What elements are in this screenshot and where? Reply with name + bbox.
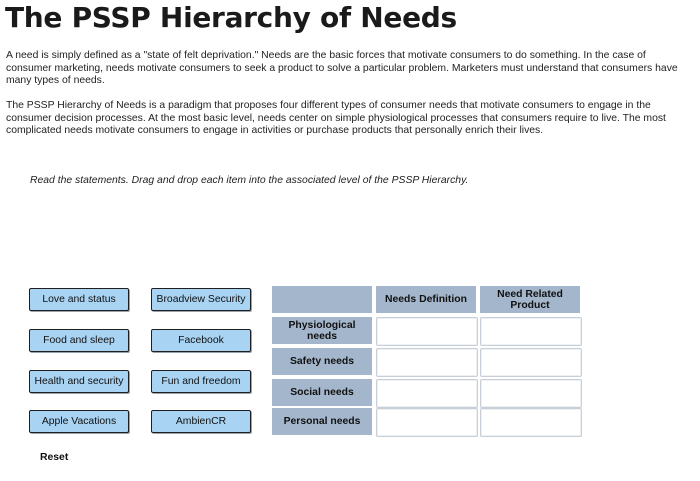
row-label-personal-needs: Personal needs [272,408,372,435]
drop-slot-physiological-definition[interactable] [376,317,478,346]
need-related-product-header: Need Related Product [480,286,580,313]
drop-slot-personal-product[interactable] [480,408,582,437]
row-label-physiological-needs: Physiological needs [272,317,372,344]
drag-item-fun-and-freedom[interactable]: Fun and freedom [151,370,251,393]
intro-paragraph: A need is simply defined as a "state of felt deprivation." Needs are the basic forces that motivate consumers to do something. In the case of consumer marketing, needs motivate consumers to seek a product to solve a particular problem. Marketers must understand that consumers have many types of needs. [6,50,678,86]
hierarchy-paragraph: The PSSP Hierarchy of Needs is a paradigm that proposes four different types of consumer needs that motivate consumers to engage in the consumer decision processes. At the most basic level, needs center on simple physiological processes that consumers require to live. The most complicated needs motivate consumers to engage in activities or purchase products that personally enrich their lives. [6,100,666,136]
drag-item-facebook[interactable]: Facebook [151,329,251,352]
drop-slot-social-definition[interactable] [376,379,478,408]
row-label-social-needs: Social needs [272,379,372,406]
reset-button[interactable]: Reset [40,452,69,463]
drag-item-love-and-status[interactable]: Love and status [29,288,129,311]
drag-item-food-and-sleep[interactable]: Food and sleep [29,329,129,352]
drop-slot-personal-definition[interactable] [376,408,478,437]
drag-item-broadview-security[interactable]: Broadview Security [151,288,251,311]
drag-item-apple-vacations[interactable]: Apple Vacations [29,410,129,433]
drag-item-ambiencr[interactable]: AmbienCR [151,410,251,433]
instruction-text: Read the statements. Drag and drop each item into the associated level of the PSSP Hierarchy. [30,175,469,186]
needs-definition-header: Needs Definition [376,286,476,313]
page-title: The PSSP Hierarchy of Needs [5,1,457,34]
drop-slot-safety-definition[interactable] [376,348,478,377]
row-label-safety-needs: Safety needs [272,348,372,375]
grid-corner-header [272,286,372,313]
drop-slot-social-product[interactable] [480,379,582,408]
drop-slot-physiological-product[interactable] [480,317,582,346]
drag-item-health-and-security[interactable]: Health and security [29,370,129,393]
drop-slot-safety-product[interactable] [480,348,582,377]
